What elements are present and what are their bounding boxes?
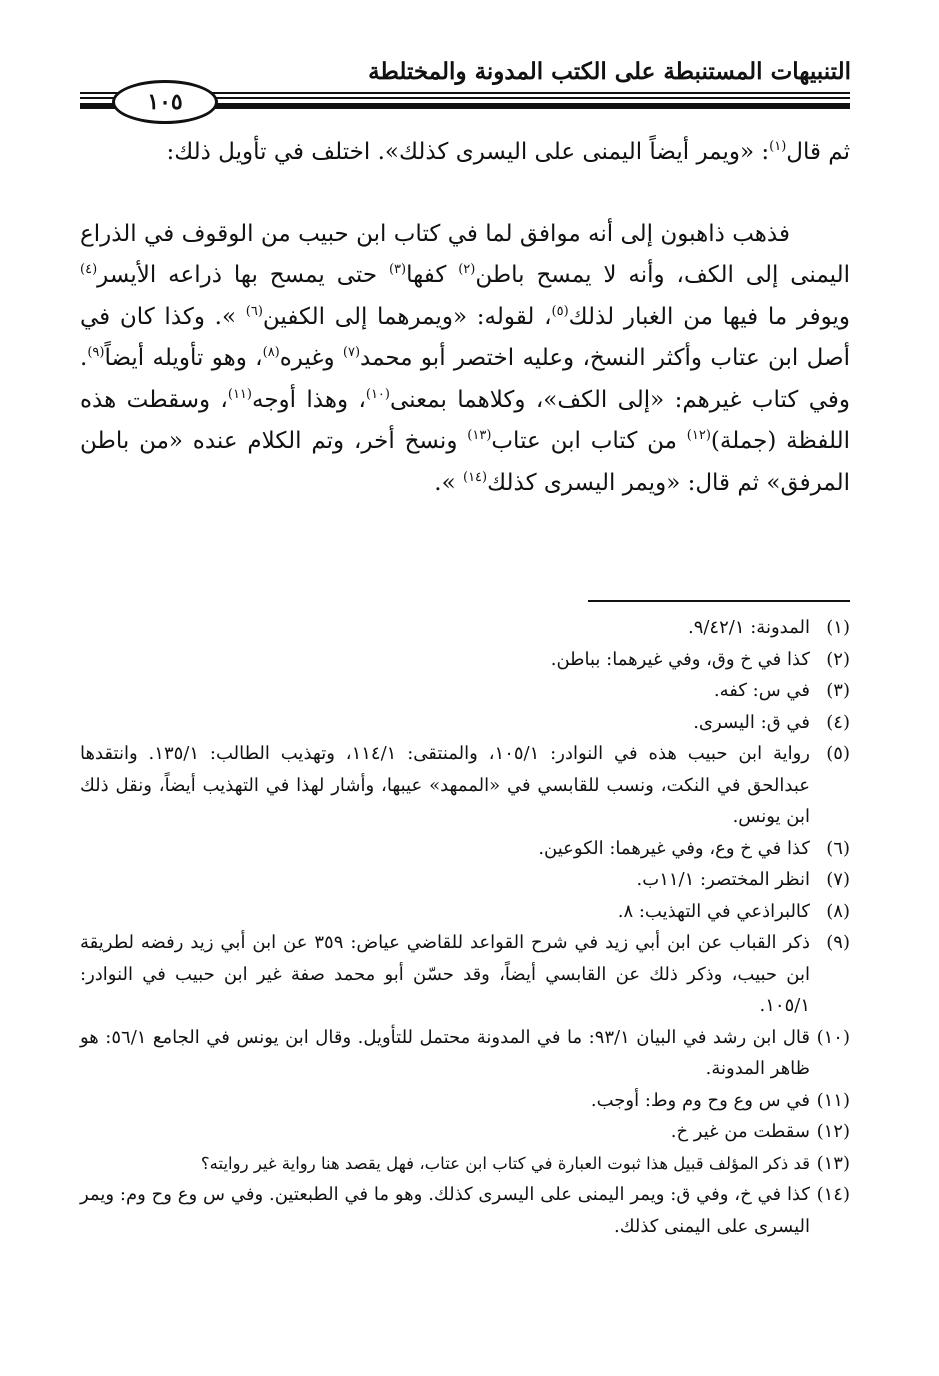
footnote-separator [588, 600, 850, 602]
text-run: ثم قال [786, 139, 850, 165]
footnote-number: (١٢) [816, 1121, 850, 1142]
text-run: ونسخ أخر، وتم الكلام عنده «من باطن المرفق» ثم قال: «ويمر اليسرى كذلك [80, 428, 850, 496]
footnote-item [80, 864, 850, 896]
running-title: التنبيهات المستنبطة على الكتب المدونة والمختلطة [368, 58, 851, 85]
footnote-item [80, 644, 850, 676]
footnote-ref-10[interactable]: (١٠) [365, 386, 390, 402]
footnote-number: (٨) [826, 900, 850, 922]
footnote-text: سقطت من غير خ. [670, 1121, 810, 1142]
footnote-number: (١١) [816, 1089, 850, 1111]
footnote-text: كذا في خ وق، وفي غيرهما: بباطن. [550, 648, 810, 670]
text-run: ، وهو تأويله أيضاً [104, 345, 263, 371]
footnote-number: (٣) [826, 680, 850, 701]
text-run: من كتاب ابن عتاب [491, 428, 687, 454]
text-run: وغيره [279, 345, 343, 371]
footnote-ref-13[interactable]: (١٣) [467, 428, 492, 443]
footnote-text: كذا في خ وع، وفي غيرهما: الكوعين. [538, 837, 810, 859]
footnote-text: قد ذكر المؤلف قبيل هذا ثبوت العبارة في كتاب ابن عتاب، فهل يقصد هنا رواية غير روايته؟ [200, 1153, 810, 1173]
footnote-number: (٩) [826, 932, 850, 953]
footnote-item [80, 707, 850, 739]
footnote-text: المدونة: ٩/٤٢/١. [687, 617, 810, 638]
footnotes [80, 612, 850, 1242]
paragraph-1 [80, 132, 850, 174]
footnote-item [80, 1085, 850, 1117]
text-run: كفها [406, 262, 459, 288]
footnote-item [80, 833, 850, 865]
footnote-item [80, 1116, 850, 1148]
footnote-text: في س وع وح وم وط: أوجب. [590, 1089, 810, 1111]
footnote-number: (٤) [826, 711, 850, 733]
footnote-number: (٧) [826, 869, 850, 890]
page-number: ١٠٥ [147, 89, 183, 115]
footnote-item [80, 675, 850, 707]
footnote-ref-1[interactable]: (١) [769, 139, 787, 154]
text-run: ، وسقطت هذه اللفظة (جملة) [80, 386, 850, 454]
footnote-number: (٦) [826, 837, 850, 859]
footnote-ref-6[interactable]: (٦) [245, 303, 263, 319]
footnote-ref-4[interactable]: (٤) [80, 262, 98, 277]
footnote-text: في ق: اليسرى. [693, 711, 810, 733]
text-run: ، لقوله: «ويمرهما إلى الكفين [262, 303, 552, 330]
footnote-number: (١٠) [816, 1026, 850, 1048]
footnote-text: رواية ابن حبيب هذه في النوادر: ١٠٥/١، والمنتقى: ١١٤/١، وتهذيب الطالب: ١٣٥/١. وانتقدها عبدالحق في النكت، ونسب للقابسي في «الممهد» عيبها، وأشار لهذا في التهذيب أيضاً، ونقل ذلك ابن يونس. [80, 743, 810, 827]
main-text [80, 132, 850, 504]
footnote-ref-7[interactable]: (٧) [342, 345, 361, 360]
footnote-text: ذكر القباب عن ابن أبي زيد في شرح القواعد للقاضي عياض: ٣٥٩ عن ابن أبي زيد رفضه لطريقة ابن حبيب، وذكر ذلك عن القابسي أيضاً، وقد حسّن أبو محمد صفة غير ابن حبيب في النوادر: ١٠٥/١. [80, 932, 810, 1016]
footnote-item [80, 927, 850, 1022]
footnote-item [80, 1179, 850, 1242]
text-run: . وفي كتاب غيرهم: «إلى الكف»، وكلاهما بمعنى [80, 345, 850, 413]
footnote-number: (١٣) [816, 1152, 850, 1174]
footnote-number: (٥) [826, 743, 850, 764]
text-run: ». وكذا كان في أصل ابن عتاب وأكثر النسخ، وعليه اختصر أبو محمد [80, 303, 850, 371]
footnote-number: (١) [826, 617, 850, 638]
footnote-ref-5[interactable]: (٥) [551, 303, 569, 319]
paragraph-2 [80, 214, 850, 505]
page-number-oval [112, 80, 218, 124]
footnote-text: في س: كفه. [713, 680, 810, 701]
footnote-ref-12[interactable]: (١٢) [686, 428, 711, 443]
footnote-item [80, 896, 850, 928]
footnote-number: (١٤) [816, 1184, 850, 1205]
footnote-ref-8[interactable]: (٨) [262, 345, 280, 360]
footnote-item [80, 738, 850, 833]
footnote-item [80, 1022, 850, 1085]
footnote-text: انظر المختصر: ١١/١ب. [636, 869, 810, 890]
footnote-ref-3[interactable]: (٣) [388, 262, 407, 277]
text-run: : «ويمر أيضاً اليمنى على اليسرى كذلك». اختلف في تأويل ذلك: [166, 139, 770, 165]
text-run: حتى يمسح بها ذراعه الأيسر [97, 262, 389, 288]
text-run: ». [434, 469, 463, 496]
footnote-ref-9[interactable]: (٩) [87, 345, 105, 360]
footnote-ref-14[interactable]: (١٤) [462, 469, 488, 485]
footnote-item [80, 612, 850, 644]
footnote-ref-11[interactable]: (١١) [227, 386, 252, 402]
footnote-text: كذا في خ، وفي ق: ويمر اليمنى على اليسرى كذلك. وهو ما في الطبعتين. وفي س وع وح وم: ويمر اليسرى على اليمنى كذلك. [80, 1184, 810, 1237]
footnote-ref-2[interactable]: (٢) [458, 262, 476, 277]
footnote-number: (٢) [826, 648, 850, 670]
text-run: فذهب ذاهبون إلى أنه موافق لما في كتاب ابن حبيب من الوقوف في الذراع اليمنى إلى الكف، وأنه لا يمسح باطن [80, 220, 850, 288]
text-run: ويوفر ما فيها من الغبار لذلك [568, 303, 850, 330]
footnote-text: قال ابن رشد في البيان ٩٣/١: ما في المدونة محتمل للتأويل. وقال ابن يونس في الجامع ٥٦/١: هو ظاهر المدونة. [80, 1026, 811, 1079]
footnote-text: كالبراذعي في التهذيب: ٨. [617, 900, 810, 922]
footnote-item [80, 1148, 850, 1180]
text-run: ، وهذا أوجه [251, 386, 366, 413]
